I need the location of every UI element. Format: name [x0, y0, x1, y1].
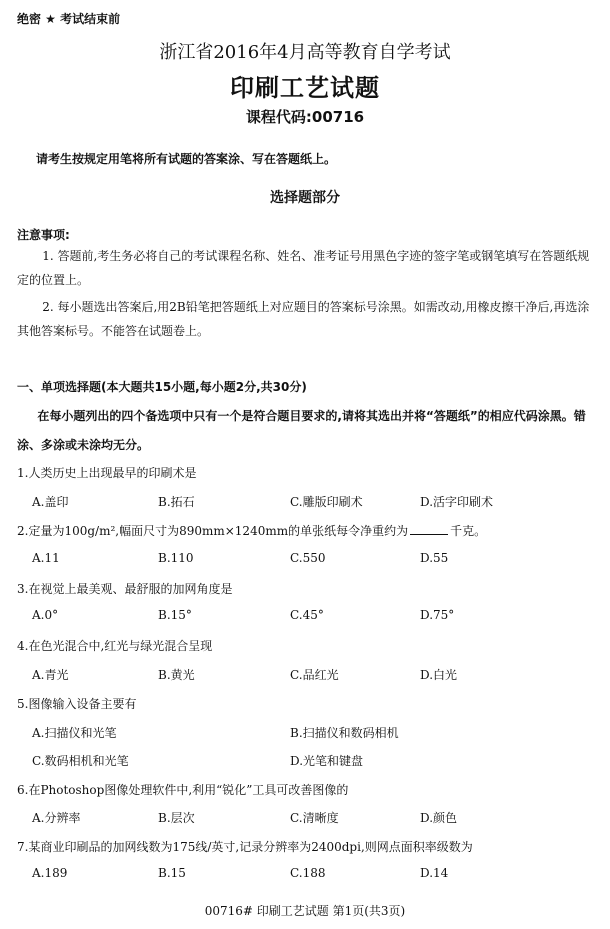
option: D.颜色: [420, 811, 458, 825]
notes-heading: 注意事项:: [17, 228, 70, 242]
option: D.光笔和键盘: [290, 754, 364, 768]
page-footer: 00716# 印刷工艺试题 第1页(共3页): [204, 904, 406, 918]
course-code: 课程代码:00716: [245, 108, 365, 126]
option: D.活字印刷术: [420, 495, 494, 509]
option: B.拓石: [158, 495, 195, 509]
question-stem: 6.在Photoshop图像处理软件中,利用“锐化”工具可改善图像的: [17, 783, 349, 797]
option: C.45°: [290, 608, 324, 622]
note-item: 2. 每小题选出答案后,用2B铅笔把答题纸上对应题目的答案标号涂黑。如需改动,用橡皮擦干净后,再选涂其他答案标号。不能答在试题卷上。: [17, 300, 590, 338]
page-title: 印刷工艺试题: [230, 74, 380, 102]
question-stem-part: 2.定量为100g/m²,幅面尺寸为890mm×1240mm的单张纸每令净重约为: [17, 524, 409, 538]
answer-blank: [410, 523, 448, 535]
option: B.黄光: [158, 668, 195, 682]
section-heading: 一、单项选择题(本大题共15小题,每小题2分,共30分): [17, 380, 307, 394]
option: C.品红光: [290, 668, 339, 682]
option: C.清晰度: [290, 811, 339, 825]
option: A.0°: [32, 608, 59, 622]
option: B.层次: [158, 811, 195, 825]
confidential-label: 绝密 ★ 考试结束前: [17, 12, 121, 26]
option: D.白光: [420, 668, 458, 682]
question-stem: 3.在视觉上最美观、最舒服的加网角度是: [17, 582, 233, 596]
option: D.75°: [420, 608, 455, 622]
option: B.15°: [158, 608, 192, 622]
question-stem: [17, 522, 486, 539]
option: C.550: [290, 551, 326, 565]
question-stem: 4.在色光混合中,红光与绿光混合呈现: [17, 639, 213, 653]
option: A.盖印: [32, 495, 69, 509]
option: A.189: [32, 866, 68, 880]
option: C.雕版印刷术: [290, 495, 363, 509]
option: C.188: [290, 866, 326, 880]
section-directions: 在每小题列出的四个备选项中只有一个是符合题目要求的,请将其选出并将“答题纸”的相应代码涂黑。错涂、多涂或未涂均无分。: [17, 409, 586, 452]
option: A.分辨率: [32, 811, 81, 825]
question-stem: 7.某商业印刷品的加网线数为175线/英寸,记录分辨率为2400dpi,则网点面积率级数为: [17, 840, 473, 854]
answer-instruction: 请考生按规定用笔将所有试题的答案涂、写在答题纸上。: [36, 152, 337, 166]
question-stem: 1.人类历史上出现最早的印刷术是: [17, 466, 197, 480]
question-stem-part: 千克。: [450, 524, 487, 538]
option: A.青光: [32, 668, 69, 682]
question-stem: 5.图像输入设备主要有: [17, 697, 137, 711]
option: D.14: [420, 866, 449, 880]
note-item: 1. 答题前,考生务必将自己的考试课程名称、姓名、准考证号用黑色字迹的签字笔或钢笔填写在答题纸规定的位置上。: [17, 249, 590, 287]
option: C.数码相机和光笔: [32, 754, 129, 768]
option: D.55: [420, 551, 449, 565]
option: A.11: [32, 551, 60, 565]
option: B.110: [158, 551, 194, 565]
option: B.扫描仪和数码相机: [290, 726, 399, 740]
part-title: 选择题部分: [270, 190, 340, 206]
option: B.15: [158, 866, 186, 880]
option: A.扫描仪和光笔: [32, 726, 117, 740]
exam-name: 浙江省2016年4月高等教育自学考试: [159, 42, 451, 63]
